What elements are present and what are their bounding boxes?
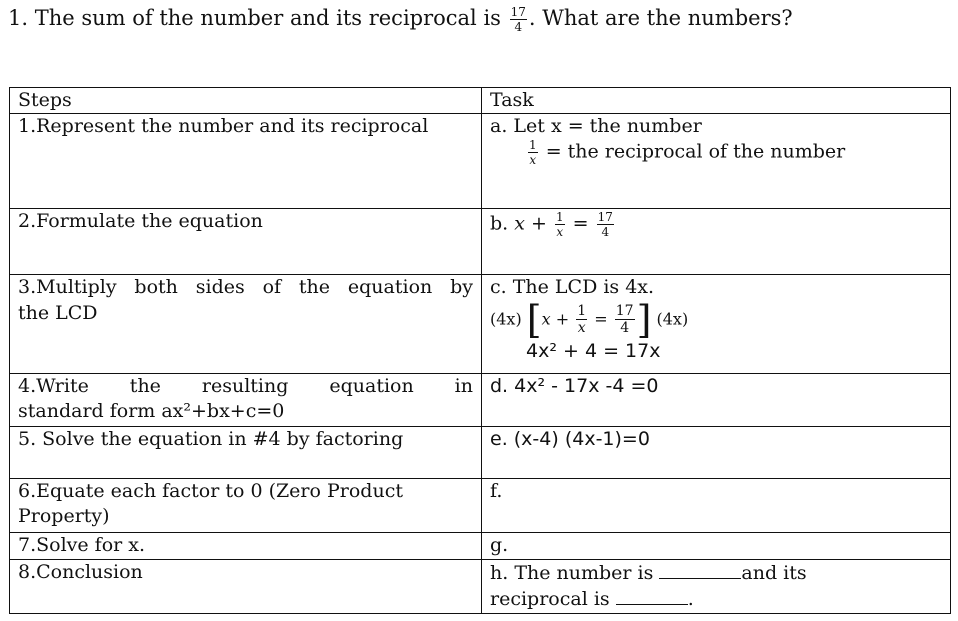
task-a-line2 bbox=[490, 139, 942, 166]
task-c-fraction-1 bbox=[576, 304, 587, 335]
task-b-num1: 1 bbox=[555, 209, 564, 224]
table-row bbox=[10, 559, 951, 613]
task-g: g. bbox=[482, 533, 951, 559]
task-b-cell bbox=[482, 208, 951, 274]
question-fraction bbox=[510, 6, 527, 33]
step-4-line1: 4.Write the resulting equation in bbox=[18, 375, 473, 398]
task-b-equation bbox=[490, 209, 942, 238]
number-answer-blank[interactable] bbox=[659, 560, 741, 579]
header-steps: Steps bbox=[10, 88, 482, 114]
task-b-equals: = bbox=[572, 212, 589, 235]
step-1: 1.Represent the number and its reciprocal bbox=[10, 114, 482, 209]
step-3-line2: the LCD bbox=[18, 301, 98, 324]
task-c-num1: 1 bbox=[577, 303, 587, 320]
question-fraction-denominator: 4 bbox=[514, 20, 523, 34]
right-bracket-icon: ] bbox=[636, 297, 652, 342]
step-5: 5. Solve the equation in #4 by factoring bbox=[10, 426, 482, 478]
task-c-den2: 4 bbox=[620, 320, 630, 337]
question-text bbox=[8, 6, 793, 33]
step-2: 2.Formulate the equation bbox=[10, 208, 482, 274]
task-c-equals: = bbox=[594, 309, 608, 329]
question-prefix: 1. The sum of the number and its reciprocal is bbox=[8, 6, 501, 30]
question-suffix: . What are the numbers? bbox=[528, 6, 793, 30]
table-row bbox=[10, 208, 951, 274]
task-b-num2: 17 bbox=[597, 209, 613, 224]
question-fraction-numerator: 17 bbox=[510, 5, 526, 19]
task-h-text1: h. The number is bbox=[490, 561, 654, 584]
task-a-cell bbox=[482, 114, 951, 209]
task-c-left-multiplier: (4x) bbox=[490, 309, 522, 329]
task-c-right-multiplier: (4x) bbox=[656, 309, 689, 329]
task-c-fraction-2 bbox=[615, 304, 635, 335]
header-task: Task bbox=[482, 88, 951, 114]
task-c-num2: 17 bbox=[615, 303, 634, 320]
step-4 bbox=[10, 374, 482, 426]
step-3-line1: 3.Multiply both sides of the equation by bbox=[18, 276, 473, 299]
task-b-den1: x bbox=[556, 224, 564, 239]
task-a-reciprocal-text: = the reciprocal of the number bbox=[545, 140, 846, 163]
left-bracket-icon: [ bbox=[526, 297, 542, 342]
task-b-x: x bbox=[514, 212, 525, 235]
step-6: 6.Equate each factor to 0 (Zero Product Property) bbox=[10, 478, 482, 532]
table-row bbox=[10, 374, 951, 426]
step-3 bbox=[10, 275, 482, 374]
table-row bbox=[10, 275, 951, 374]
task-c-line2 bbox=[490, 297, 942, 342]
table-header-row bbox=[10, 88, 951, 114]
task-c-line3: 4x² + 4 = 17x bbox=[526, 339, 661, 362]
step-8: 8.Conclusion bbox=[10, 559, 482, 613]
table-row bbox=[10, 533, 951, 559]
table-row bbox=[10, 478, 951, 532]
reciprocal-answer-blank[interactable] bbox=[616, 586, 688, 605]
task-c-den1: x bbox=[577, 320, 586, 337]
reciprocal-fraction bbox=[528, 139, 538, 166]
reciprocal-denominator: x bbox=[529, 153, 537, 168]
task-c-x: x bbox=[541, 309, 551, 329]
task-b-fraction-1 bbox=[555, 211, 565, 238]
task-e: e. (x-4) (4x-1)=0 bbox=[482, 426, 951, 478]
task-c-plus: + bbox=[555, 309, 570, 329]
task-c-line1: c. The LCD is 4x. bbox=[490, 276, 655, 299]
table-row bbox=[10, 426, 951, 478]
task-h-line1 bbox=[490, 560, 942, 586]
task-h-line2 bbox=[490, 586, 942, 612]
task-c-cell bbox=[482, 275, 951, 374]
worksheet-table bbox=[9, 87, 951, 614]
reciprocal-numerator: 1 bbox=[529, 138, 537, 153]
task-b-fraction-2 bbox=[597, 211, 614, 238]
task-b-prefix: b. bbox=[490, 212, 509, 235]
task-h-period: . bbox=[687, 587, 694, 610]
table-row bbox=[10, 114, 951, 209]
task-f: f. bbox=[482, 478, 951, 532]
task-h-text3: reciprocal is bbox=[490, 587, 610, 610]
step-4-line2: standard form ax²+bx+c=0 bbox=[18, 400, 285, 423]
task-b-den2: 4 bbox=[601, 224, 610, 239]
task-d: d. 4x² - 17x -4 =0 bbox=[482, 374, 951, 426]
task-a-line1: a. Let x = the number bbox=[490, 115, 702, 138]
task-h-text2: and its bbox=[741, 561, 807, 584]
task-b-plus: + bbox=[531, 212, 547, 235]
step-7: 7.Solve for x. bbox=[10, 533, 482, 559]
task-h-cell bbox=[482, 559, 951, 613]
